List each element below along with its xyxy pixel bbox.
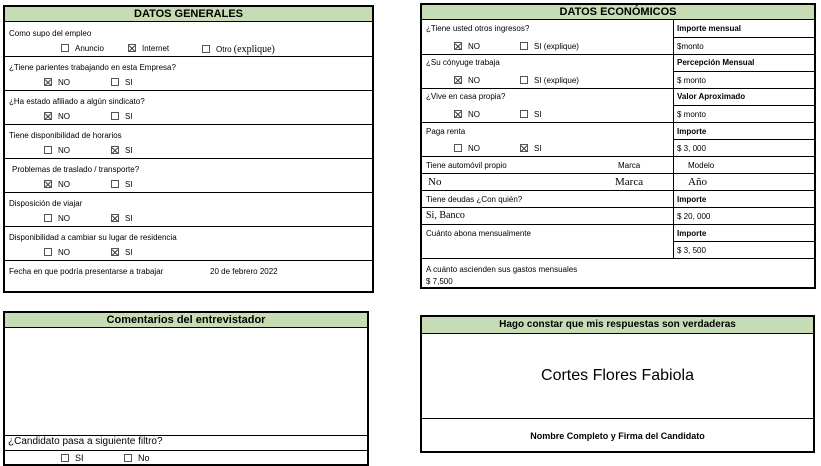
option-parientes-no[interactable] [44, 78, 70, 87]
label-traslado: Problemas de traslado / transporte? [12, 165, 140, 174]
row-casa-propia [422, 88, 814, 123]
option-traslado-no[interactable] [44, 180, 70, 189]
row-automovil [422, 156, 814, 191]
label-marca: Marca [618, 161, 641, 170]
option-filtro-si[interactable] [61, 453, 84, 463]
datos-economicos-title: DATOS ECONÓMICOS [422, 5, 814, 20]
option-label: NO [468, 144, 480, 153]
checkbox-ingresos-no[interactable] [454, 42, 462, 50]
option-conyuge-si[interactable] [520, 76, 579, 85]
label-deudas: Tiene deudas ¿Con quién? [426, 195, 523, 204]
filtro-row [5, 435, 367, 451]
option-label: SI [125, 248, 133, 257]
checkbox-ingresos-si[interactable] [520, 42, 528, 50]
option-label: NO [58, 112, 70, 121]
col-importe-mensual: Importe mensual [677, 24, 742, 33]
checkbox-conyuge-si[interactable] [520, 76, 528, 84]
value-fecha[interactable]: 20 de febrero 2022 [210, 267, 278, 276]
row-viajar [5, 192, 372, 227]
row-gastos [422, 258, 814, 288]
label-paga-renta: Paga renta [426, 127, 466, 136]
option-viajar-no[interactable] [44, 214, 70, 223]
col-importe-deudas: Importe [677, 195, 707, 204]
option-otro[interactable] [202, 44, 275, 55]
label-filtro: ¿Candidato pasa a siguiente filtro? [8, 436, 163, 447]
value-marca[interactable]: Marca [615, 176, 644, 188]
label-otros-ingresos: ¿Tiene usted otros ingresos? [426, 24, 530, 33]
option-label: SI [534, 144, 542, 153]
option-casa-si[interactable] [520, 110, 542, 119]
comentarios-title: Comentarios del entrevistador [5, 313, 367, 328]
checkbox-traslado-si[interactable] [111, 180, 119, 188]
checkbox-anuncio[interactable] [61, 44, 69, 52]
option-conyuge-no[interactable] [454, 76, 480, 85]
checkbox-filtro-si[interactable] [61, 454, 69, 462]
col-importe-renta: Importe [677, 127, 707, 136]
checkbox-renta-no[interactable] [454, 144, 462, 152]
checkbox-sindicato-no[interactable] [44, 112, 52, 120]
checkbox-sindicato-si[interactable] [111, 112, 119, 120]
option-label: SI [534, 76, 542, 85]
label-horarios: Tiene disponibilidad de horarios [9, 131, 122, 140]
option-label: NO [468, 42, 480, 51]
label-parientes: ¿Tiene parientes trabajando en esta Empresa? [9, 63, 176, 72]
value-gastos[interactable]: $ 7,500 [426, 277, 453, 286]
option-label: SI [534, 110, 542, 119]
option-label: SI [125, 180, 133, 189]
checkbox-viajar-si[interactable] [111, 214, 119, 222]
option-horarios-si[interactable] [111, 146, 133, 155]
option-filtro-no[interactable] [124, 453, 150, 463]
row-deudas [422, 190, 814, 225]
option-internet[interactable] [128, 44, 169, 53]
checkbox-horarios-si[interactable] [111, 146, 119, 154]
comentarios-section [3, 311, 369, 466]
checkbox-parientes-si[interactable] [111, 78, 119, 86]
row-horarios [5, 124, 372, 159]
option-anuncio[interactable] [61, 44, 104, 53]
option-internet-label: Internet [142, 44, 170, 53]
option-label: NO [58, 78, 70, 87]
option-horarios-no[interactable] [44, 146, 70, 155]
row-fecha [5, 260, 372, 291]
option-label: SI [125, 146, 133, 155]
value-importe-mensual[interactable]: $monto [677, 42, 704, 51]
comentarios-textarea[interactable] [5, 328, 367, 435]
label-conyuge: ¿Su cónyuge trabaja [426, 58, 500, 67]
checkbox-casa-si[interactable] [520, 110, 528, 118]
option-viajar-si[interactable] [111, 214, 133, 223]
option-label: NO [58, 248, 70, 257]
row-parientes [5, 56, 372, 91]
checkbox-internet[interactable] [128, 44, 136, 52]
candidate-name: Cortes Flores Fabiola [541, 367, 694, 384]
datos-economicos-section [420, 3, 816, 289]
row-residencia [5, 226, 372, 261]
option-casa-no[interactable] [454, 110, 480, 119]
checkbox-parientes-no[interactable] [44, 78, 52, 86]
label-modelo: Modelo [688, 161, 715, 170]
option-label: NO [58, 214, 70, 223]
option-anuncio-label: Anuncio [75, 44, 104, 53]
col-valor-aproximado: Valor Aproximado [677, 92, 746, 101]
value-percepcion[interactable]: $ monto [677, 76, 706, 85]
option-label: NO [468, 76, 480, 85]
label-viajar: Disposición de viajar [9, 199, 83, 208]
option-residencia-si[interactable] [111, 248, 133, 257]
datos-generales-title: DATOS GENERALES [5, 7, 372, 22]
option-renta-no[interactable] [454, 144, 480, 153]
option-sindicato-si[interactable] [111, 112, 133, 121]
checkbox-viajar-no[interactable] [44, 214, 52, 222]
option-label: No [138, 453, 150, 463]
option-label: SI [534, 42, 542, 51]
row-conyuge [422, 54, 814, 89]
label-automovil: Tiene automóvil propio [426, 161, 507, 170]
checkbox-filtro-no[interactable] [124, 454, 132, 462]
explique-text: (explique) [543, 76, 579, 85]
checkbox-traslado-no[interactable] [44, 180, 52, 188]
option-label: SI [75, 453, 84, 463]
value-importe-deudas[interactable]: $ 20, 000 [677, 212, 711, 221]
col-importe-abona: Importe [677, 229, 707, 238]
otro-explique-text: (explique) [233, 44, 275, 55]
label-casa-propia: ¿Vive en casa propia? [426, 92, 506, 101]
row-otros-ingresos [422, 20, 814, 55]
option-ingresos-no[interactable] [454, 42, 480, 51]
option-parientes-si[interactable] [111, 78, 133, 87]
explique-text: (explique) [543, 42, 579, 51]
checkbox-conyuge-no[interactable] [454, 76, 462, 84]
checkbox-casa-no[interactable] [454, 110, 462, 118]
label-residencia: Disponibilidad a cambiar su lugar de residencia [9, 233, 177, 242]
option-label: SI [125, 78, 133, 87]
checkbox-residencia-si[interactable] [111, 248, 119, 256]
label-abona: Cuánto abona mensualmente [426, 229, 531, 238]
row-paga-renta [422, 122, 814, 157]
row-como-supo [5, 22, 372, 57]
value-automovil[interactable]: No [428, 176, 442, 188]
option-otro-label: Otro [216, 45, 232, 54]
option-label: SI [125, 214, 133, 223]
option-label: NO [58, 180, 70, 189]
label-fecha: Fecha en que podría presentarse a trabajar [9, 267, 164, 276]
label-gastos: A cuánto ascienden sus gastos mensuales [426, 265, 578, 274]
value-deudas[interactable]: Si, Banco [426, 210, 465, 221]
row-abona [422, 224, 814, 259]
checkbox-renta-si[interactable] [520, 144, 528, 152]
label-sindicato: ¿Ha estado afiliado a algún sindicato? [9, 97, 145, 106]
value-importe-renta[interactable]: $ 3, 000 [677, 144, 706, 153]
firma-title: Hago constar que mis respuestas son verdaderas [422, 317, 813, 334]
checkbox-horarios-no[interactable] [44, 146, 52, 154]
label-como-supo: Como supo del empleo [9, 29, 92, 38]
firma-caption: Nombre Completo y Firma del Candidato [530, 431, 705, 441]
checkbox-residencia-no[interactable] [44, 248, 52, 256]
option-label: NO [468, 110, 480, 119]
option-traslado-si[interactable] [111, 180, 133, 189]
option-label: SI [125, 112, 133, 121]
datos-generales-section [3, 5, 374, 293]
checkbox-otro[interactable] [202, 45, 210, 53]
value-importe-abona[interactable]: $ 3, 500 [677, 246, 706, 255]
col-percepcion: Percepción Mensual [677, 58, 755, 67]
option-residencia-no[interactable] [44, 248, 70, 257]
option-sindicato-no[interactable] [44, 112, 70, 121]
firma-section [420, 315, 815, 453]
row-traslado [5, 158, 372, 193]
row-sindicato [5, 90, 372, 125]
value-modelo[interactable]: Año [688, 176, 707, 188]
firma-area[interactable] [422, 334, 813, 419]
option-ingresos-si[interactable] [520, 42, 579, 51]
option-renta-si[interactable] [520, 144, 542, 153]
value-valor-aproximado[interactable]: $ monto [677, 110, 706, 119]
option-label: NO [58, 146, 70, 155]
